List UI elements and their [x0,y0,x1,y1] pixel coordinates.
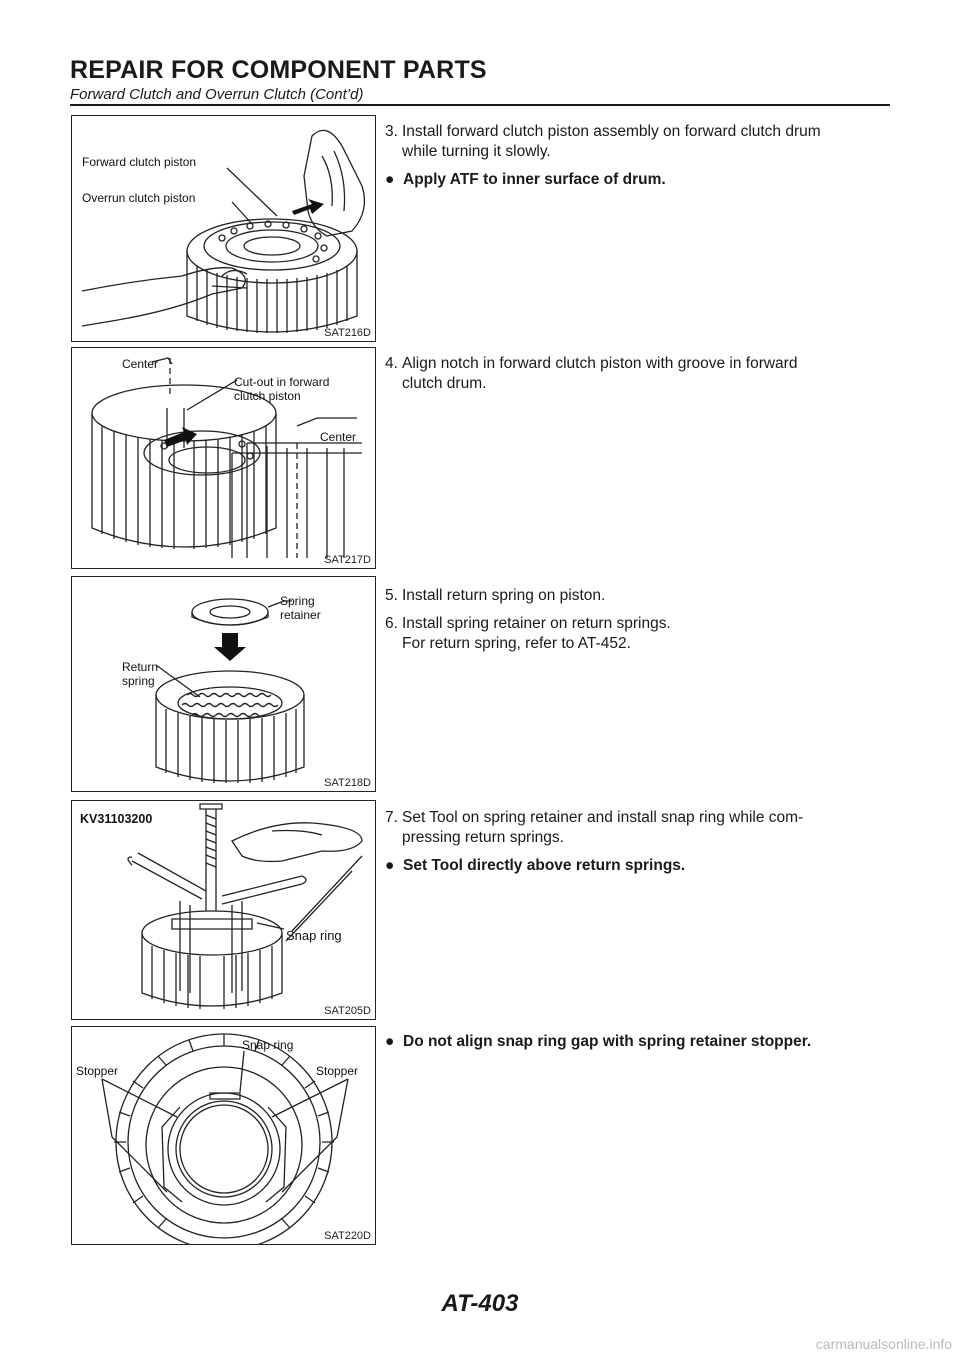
callout-tool-number: KV31103200 [80,812,153,826]
step-number: 4. [385,355,398,372]
step-5 [385,586,890,606]
callout-spring: Spring [280,594,315,608]
step-text: Install forward clutch piston assembly on forward clutch drum [402,123,821,140]
figure-sat205d [71,800,376,1020]
step-number: 5. [385,587,398,604]
step-7-block [385,808,890,882]
callout-center-right: Center [320,430,357,444]
callout-forward-clutch-piston: Forward clutch piston [82,155,197,169]
figure-illustration [72,577,375,791]
bullet-text: Apply ATF to inner surface of drum. [403,171,666,188]
figure-code: SAT216D [324,327,371,339]
callout-snap-ring: Snap ring [242,1038,294,1052]
step-7 [385,808,890,848]
step-number: 3. [385,123,398,140]
step-text-cont: pressing return springs. [402,829,564,846]
callout-overrun-clutch-piston: Overrun clutch piston [82,191,196,205]
step-5-6-block [385,586,890,662]
figure-code: SAT220D [324,1230,371,1242]
page-header [70,56,890,104]
callout-cut-out-line2: clutch piston [234,389,301,403]
bullet-note [385,856,890,876]
figure-illustration [72,801,375,1019]
bullet-text: Do not align snap ring gap with spring retainer stopper. [403,1033,812,1050]
bullet-note [385,170,890,190]
figure-code: SAT217D [324,554,371,566]
step-6 [385,614,890,654]
callout-return-spring: spring [122,674,155,688]
callout-snap-ring: Snap ring [286,928,342,943]
step-text: Align notch in forward clutch piston with groove in forward [402,355,798,372]
callout-cut-out: Cut-out in forward [234,375,330,389]
step-4-block [385,354,890,402]
figure-sat218d [71,576,376,792]
figure-sat216d [71,115,376,342]
bullet-icon: ● [385,1033,395,1050]
step-text-cont: For return spring, refer to AT-452. [402,635,631,652]
bullet-text: Set Tool directly above return springs. [403,857,686,874]
step-text-cont: clutch drum. [402,375,487,392]
header-divider [70,104,890,106]
step-8-block [385,1032,890,1058]
callout-stopper-left: Stopper [76,1064,119,1078]
figure-code: SAT218D [324,777,371,789]
figure-sat220d [71,1026,376,1245]
step-text: Install return spring on piston. [402,587,606,604]
step-number: 7. [385,809,398,826]
bullet-icon: ● [385,857,395,874]
section-subtitle: Forward Clutch and Overrun Clutch (Cont’d) [70,86,364,103]
step-text: Install spring retainer on return springs. [402,615,671,632]
step-3-block [385,122,890,196]
figure-illustration [72,116,375,341]
figure-code: SAT205D [324,1005,371,1017]
bullet-note [385,1032,890,1052]
step-number: 6. [385,615,398,632]
callout-return: Return [122,660,159,674]
figure-illustration [72,1027,375,1244]
figure-sat217d [71,347,376,569]
step-text: Set Tool on spring retainer and install snap ring while com- [402,809,804,826]
watermark: carmanualsonline.info [815,1336,952,1352]
step-4 [385,354,890,394]
section-title: REPAIR FOR COMPONENT PARTS [70,56,487,84]
figure-illustration [72,348,375,568]
callout-center-top: Center [122,357,159,371]
callout-retainer: retainer [280,608,321,622]
step-3 [385,122,890,162]
bullet-icon: ● [385,171,395,188]
page-number: AT-403 [441,1290,519,1317]
step-text-cont: while turning it slowly. [402,143,551,160]
callout-stopper-right: Stopper [316,1064,359,1078]
